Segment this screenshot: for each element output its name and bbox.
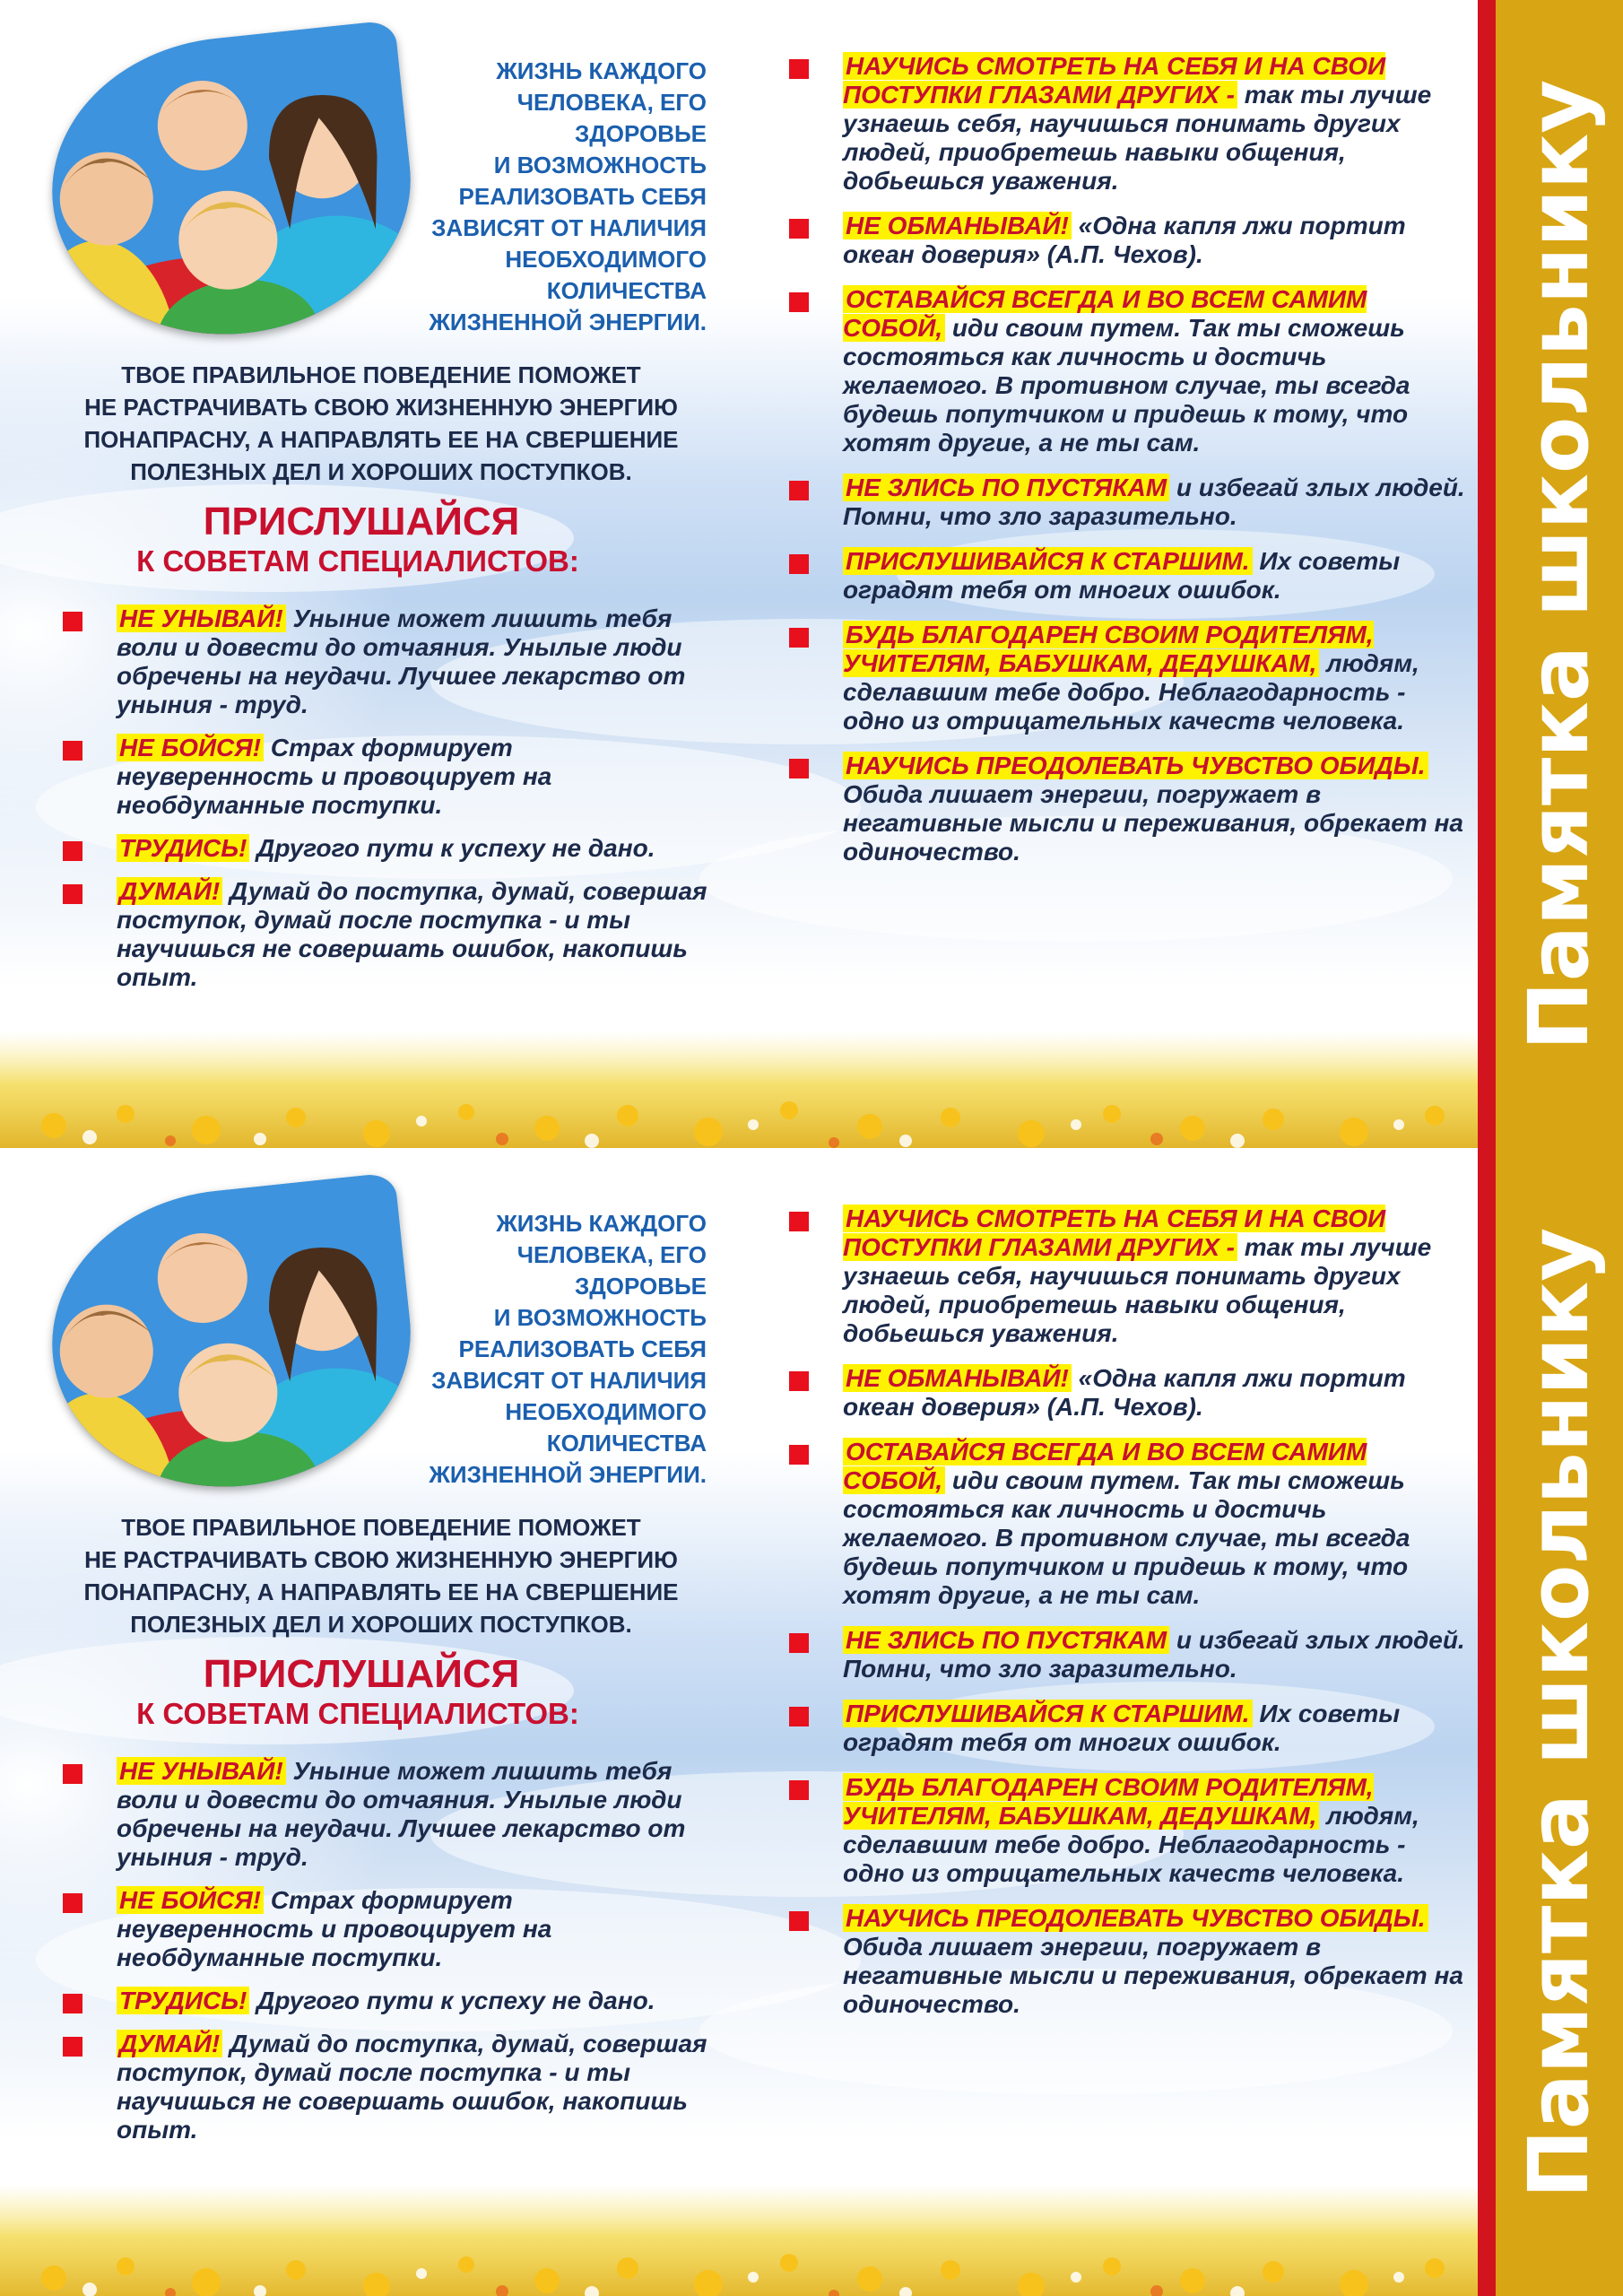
flower-meadow	[0, 2184, 1478, 2296]
intro-line: НЕОБХОДИМОГО	[505, 1398, 707, 1425]
tip-highlight: ДУМАЙ!	[117, 2030, 222, 2057]
tip-item	[63, 834, 708, 863]
tip-item	[789, 1700, 1471, 1757]
tip-highlight: НАУЧИСЬ ПРЕОДОЛЕВАТЬ ЧУВСТВО ОБИДЫ.	[843, 752, 1428, 779]
bullet-square-icon	[63, 1893, 82, 1913]
tip-item	[789, 474, 1471, 531]
tip-highlight: ОСТАВАЙСЯ ВСЕГДА И ВО ВСЕМ САМИМ СОБОЙ,	[843, 285, 1367, 342]
tip-item	[789, 285, 1471, 457]
tip-item	[789, 1438, 1471, 1610]
behavior-line: ПОЛЕЗНЫХ ДЕЛ И ХОРОШИХ ПОСТУПКОВ.	[130, 1611, 632, 1638]
bullet-square-icon	[789, 1212, 809, 1231]
tip-item	[789, 52, 1471, 196]
tip-text: и избегай злых людей. Помни, что зло заразительно.	[843, 474, 1465, 530]
tip-text: Страх формирует неуверенность и провоцирует на необдуманные поступки.	[117, 734, 552, 819]
tip-highlight: БУДЬ БЛАГОДАРЕН СВОИМ РОДИТЕЛЯМ, УЧИТЕЛЯМ, БАБУШКАМ, ДЕДУШКАМ,	[843, 621, 1374, 677]
bullet-square-icon	[789, 1707, 809, 1726]
tip-highlight: НЕ ОБМАНЫВАЙ!	[843, 1364, 1072, 1392]
tip-text: людям, сделавшим тебе добро. Неблагодарность - одно из отрицательных качеств человека.	[843, 1802, 1419, 1887]
intro-line: ЗДОРОВЬЕ	[574, 120, 707, 147]
tip-item	[63, 1987, 708, 2015]
tip-text: и избегай злых людей. Помни, что зло заразительно.	[843, 1626, 1465, 1683]
leaflet-panel	[0, 1152, 1478, 2296]
bullet-square-icon	[63, 884, 82, 904]
tip-text: Другого пути к успеху не дано.	[249, 834, 655, 862]
tip-item	[63, 2030, 708, 2144]
tip-text: иди своим путем. Так ты сможешь состояться как личность и достичь желаемого. В противном случае, ты всегда будешь попутчиком и придешь к тому, что хотят другие, а не ты сам.	[843, 1466, 1410, 1609]
tip-item	[789, 1904, 1471, 2019]
tip-item	[789, 212, 1471, 269]
bullet-square-icon	[789, 219, 809, 239]
tip-highlight: НАУЧИСЬ СМОТРЕТЬ НА СЕБЯ И НА СВОИ ПОСТУПКИ ГЛАЗАМИ ДРУГИХ -	[843, 52, 1386, 109]
tip-text: Их советы оградят тебя от многих ошибок.	[843, 547, 1401, 604]
tip-highlight: НЕ БОЙСЯ!	[117, 734, 264, 761]
tip-text: Их советы оградят тебя от многих ошибок.	[843, 1700, 1401, 1756]
tip-highlight: НЕ УНЫВАЙ!	[117, 604, 286, 632]
intro-line: ЗАВИСЯТ ОТ НАЛИЧИЯ	[431, 1367, 707, 1394]
behavior-line: ПОНАПРАСНУ, А НАПРАВЛЯТЬ ЕЕ НА СВЕРШЕНИЕ	[83, 426, 679, 453]
side-title-bottom: Памятка школьнику	[1511, 1227, 1607, 2199]
tip-item	[789, 752, 1471, 866]
tip-text: Думай до поступка, думай, совершая поступок, думай после поступка - и ты научишься не совершать ошибок, накопишь опыт.	[117, 2030, 707, 2144]
tip-text: людям, сделавшим тебе добро. Неблагодарность - одно из отрицательных качеств человека.	[843, 649, 1419, 735]
bullet-square-icon	[789, 1633, 809, 1653]
behavior-line: НЕ РАСТРАЧИВАТЬ СВОЮ ЖИЗНЕННУЮ ЭНЕРГИЮ	[84, 1546, 678, 1573]
bullet-square-icon	[63, 1764, 82, 1784]
tip-highlight: ДУМАЙ!	[117, 877, 222, 905]
tip-highlight: НЕ ЗЛИСЬ ПО ПУСТЯКАМ	[843, 1626, 1169, 1654]
tip-item	[63, 1886, 708, 1972]
bullet-square-icon	[789, 1911, 809, 1931]
side-red-border	[1478, 0, 1496, 2296]
behavior-text	[36, 1511, 726, 1640]
tip-highlight: НАУЧИСЬ СМОТРЕТЬ НА СЕБЯ И НА СВОИ ПОСТУПКИ ГЛАЗАМИ ДРУГИХ -	[843, 1205, 1386, 1261]
listen-heading-line2: К СОВЕТАМ СПЕЦИАЛИСТОВ:	[136, 544, 579, 578]
right-tips-list	[789, 52, 1471, 883]
tip-highlight: НЕ БОЙСЯ!	[117, 1886, 264, 1914]
tip-text: так ты лучше узнаешь себя, научишься понимать других людей, приобретешь навыки общения, добьешься уважения.	[843, 81, 1432, 195]
intro-text	[377, 56, 707, 338]
tip-text: Обида лишает энергии, погружает в негативные мысли и переживания, обрекает на одиночество.	[843, 780, 1463, 865]
intro-line: ЖИЗНЕННОЙ ЭНЕРГИИ.	[429, 1461, 707, 1488]
bullet-square-icon	[789, 759, 809, 778]
tip-highlight: НАУЧИСЬ ПРЕОДОЛЕВАТЬ ЧУВСТВО ОБИДЫ.	[843, 1904, 1428, 1932]
leaflet-panel	[0, 0, 1478, 1148]
intro-line: РЕАЛИЗОВАТЬ СЕБЯ	[458, 1335, 707, 1362]
tip-highlight: ПРИСЛУШИВАЙСЯ К СТАРШИМ.	[843, 1700, 1253, 1727]
right-tips-list	[789, 1205, 1471, 2035]
intro-line: ЗАВИСЯТ ОТ НАЛИЧИЯ	[431, 214, 707, 241]
behavior-line: НЕ РАСТРАЧИВАТЬ СВОЮ ЖИЗНЕННУЮ ЭНЕРГИЮ	[84, 394, 678, 421]
bullet-square-icon	[63, 612, 82, 631]
bullet-square-icon	[63, 741, 82, 761]
intro-line: ЧЕЛОВЕКА, ЕГО	[516, 1241, 707, 1268]
behavior-line: ТВОЕ ПРАВИЛЬНОЕ ПОВЕДЕНИЕ ПОМОЖЕТ	[121, 1514, 641, 1541]
intro-line: ЖИЗНЕННОЙ ЭНЕРГИИ.	[429, 309, 707, 335]
tip-text: Уныние может лишить тебя воли и довести до отчаяния. Унылые люди обречены на неудачи. Лучшее лекарство от уныния - труд.	[117, 604, 686, 718]
left-tips-list	[63, 604, 708, 1006]
intro-line: КОЛИЧЕСТВА	[546, 277, 707, 304]
tip-text: «Одна капля лжи портит океан доверия» (А.П. Чехов).	[843, 1364, 1406, 1421]
tip-highlight: ПРИСЛУШИВАЙСЯ К СТАРШИМ.	[843, 547, 1253, 575]
bullet-square-icon	[789, 59, 809, 79]
tip-item	[789, 1626, 1471, 1683]
bullet-square-icon	[789, 292, 809, 312]
tip-highlight: ТРУДИСЬ!	[117, 834, 249, 862]
left-tips-list	[63, 1757, 708, 2159]
tip-highlight: ОСТАВАЙСЯ ВСЕГДА И ВО ВСЕМ САМИМ СОБОЙ,	[843, 1438, 1367, 1494]
tip-text: так ты лучше узнаешь себя, научишься понимать других людей, приобретешь навыки общения, добьешься уважения.	[843, 1233, 1432, 1347]
tip-item	[789, 1205, 1471, 1348]
tip-item	[63, 604, 708, 719]
bullet-square-icon	[789, 481, 809, 500]
bullet-square-icon	[789, 628, 809, 648]
bullet-square-icon	[63, 2037, 82, 2057]
tip-highlight: ТРУДИСЬ!	[117, 1987, 249, 2014]
intro-text	[377, 1208, 707, 1491]
listen-heading-line1: ПРИСЛУШАЙСЯ	[203, 500, 520, 544]
flower-meadow	[0, 1031, 1478, 1148]
tip-text: Обида лишает энергии, погружает в негативные мысли и переживания, обрекает на одиночество.	[843, 1933, 1463, 2018]
intro-line: ЗДОРОВЬЕ	[574, 1273, 707, 1300]
intro-line: ЖИЗНЬ КАЖДОГО	[496, 57, 707, 84]
bullet-square-icon	[789, 1780, 809, 1800]
tip-item	[789, 1364, 1471, 1422]
bullet-square-icon	[789, 1371, 809, 1391]
tip-item	[63, 877, 708, 992]
intro-line: РЕАЛИЗОВАТЬ СЕБЯ	[458, 183, 707, 210]
tip-item	[789, 547, 1471, 604]
tip-text: Думай до поступка, думай, совершая поступок, думай после поступка - и ты научишься не совершать ошибок, накопишь опыт.	[117, 877, 707, 991]
tip-item	[63, 734, 708, 820]
listen-heading-line2: К СОВЕТАМ СПЕЦИАЛИСТОВ:	[136, 1697, 579, 1731]
behavior-text	[36, 359, 726, 488]
behavior-line: ТВОЕ ПРАВИЛЬНОЕ ПОВЕДЕНИЕ ПОМОЖЕТ	[121, 361, 641, 388]
intro-line: И ВОЗМОЖНОСТЬ	[493, 152, 707, 178]
tip-item	[63, 1757, 708, 1872]
side-title-top: Памятка школьнику	[1511, 79, 1607, 1051]
tip-highlight: НЕ УНЫВАЙ!	[117, 1757, 286, 1785]
tip-text: Другого пути к успеху не дано.	[249, 1987, 655, 2014]
tip-text: Уныние может лишить тебя воли и довести до отчаяния. Унылые люди обречены на неудачи. Лучшее лекарство от уныния - труд.	[117, 1757, 686, 1871]
tip-text: иди своим путем. Так ты сможешь состояться как личность и достичь желаемого. В противном случае, ты всегда будешь попутчиком и придешь к тому, что хотят другие, а не ты сам.	[843, 314, 1410, 457]
behavior-line: ПОНАПРАСНУ, А НАПРАВЛЯТЬ ЕЕ НА СВЕРШЕНИЕ	[83, 1578, 679, 1605]
intro-line: КОЛИЧЕСТВА	[546, 1430, 707, 1457]
bullet-square-icon	[63, 1994, 82, 2013]
bullet-square-icon	[789, 554, 809, 574]
intro-line: ЧЕЛОВЕКА, ЕГО	[516, 89, 707, 116]
bullet-square-icon	[789, 1445, 809, 1465]
bullet-square-icon	[63, 841, 82, 861]
tip-highlight: НЕ ОБМАНЫВАЙ!	[843, 212, 1072, 239]
tip-highlight: НЕ ЗЛИСЬ ПО ПУСТЯКАМ	[843, 474, 1169, 501]
tip-text: Страх формирует неуверенность и провоцирует на необдуманные поступки.	[117, 1886, 552, 1971]
tip-highlight: БУДЬ БЛАГОДАРЕН СВОИМ РОДИТЕЛЯМ, УЧИТЕЛЯМ, БАБУШКАМ, ДЕДУШКАМ,	[843, 1773, 1374, 1830]
tip-item	[789, 621, 1471, 735]
tip-item	[789, 1773, 1471, 1888]
listen-heading-line1: ПРИСЛУШАЙСЯ	[203, 1652, 520, 1696]
behavior-line: ПОЛЕЗНЫХ ДЕЛ И ХОРОШИХ ПОСТУПКОВ.	[130, 458, 632, 485]
intro-line: И ВОЗМОЖНОСТЬ	[493, 1304, 707, 1331]
intro-line: ЖИЗНЬ КАЖДОГО	[496, 1210, 707, 1237]
listen-heading	[36, 500, 726, 578]
intro-line: НЕОБХОДИМОГО	[505, 246, 707, 273]
tip-text: «Одна капля лжи портит океан доверия» (А.П. Чехов).	[843, 212, 1406, 268]
listen-heading	[36, 1653, 726, 1731]
